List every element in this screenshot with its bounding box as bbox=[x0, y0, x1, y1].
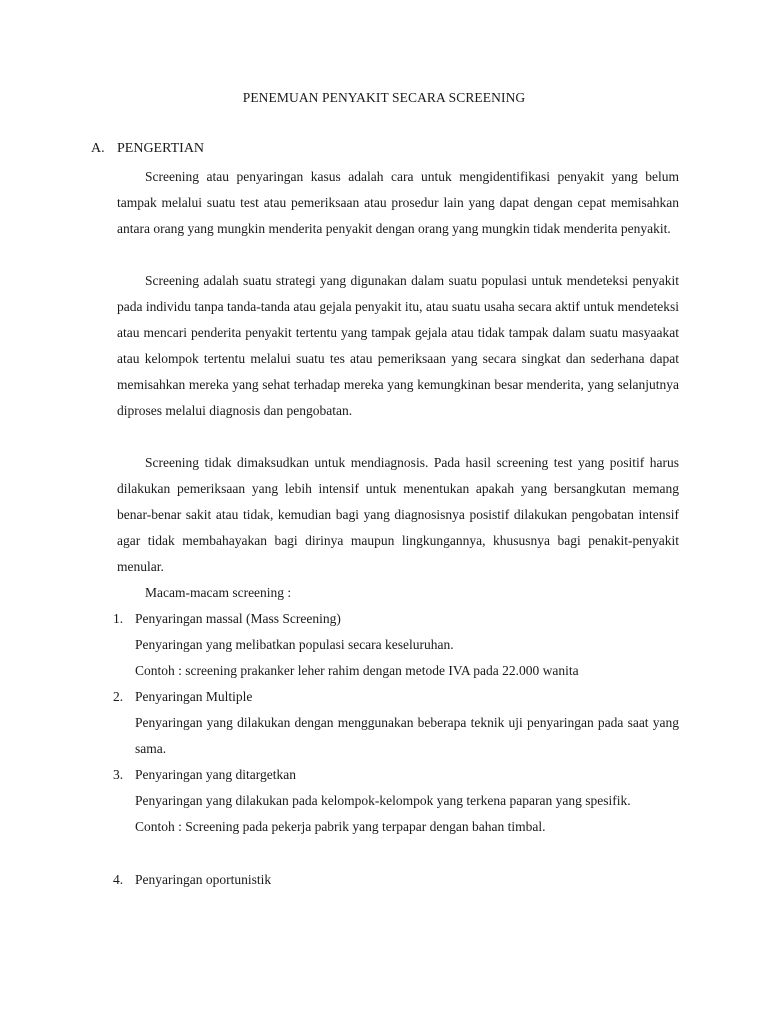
document-title: PENEMUAN PENYAKIT SECARA SCREENING bbox=[242, 90, 526, 105]
list-item-title: Penyaringan yang ditargetkan bbox=[135, 767, 296, 782]
list-item-description: Penyaringan yang dilakukan pada kelompok-kelompok yang terkena paparan yang spesifik. bbox=[135, 793, 631, 808]
paragraph-2 bbox=[117, 268, 679, 424]
list-number: 3. bbox=[113, 767, 124, 782]
section-letter: A. bbox=[91, 141, 105, 156]
section-heading bbox=[91, 141, 204, 157]
list-item-description: Penyaringan yang melibatkan populasi secara keseluruhan. bbox=[135, 637, 454, 652]
list-item-example: Contoh : screening prakanker leher rahim dengan metode IVA pada 22.000 wanita bbox=[135, 663, 579, 678]
section-heading-text: PENGERTIAN bbox=[117, 141, 205, 156]
list-number: 2. bbox=[113, 689, 124, 704]
list-number: 1. bbox=[113, 611, 124, 626]
paragraph-text: Screening tidak dimaksudkan untuk mendiagnosis. Pada hasil screening test yang positif harus dilakukan pemeriksaan yang lebih intensif untuk menentukan apakah yang bersangkutan memang benar-benar sakit atau tidak, kemudian bagi yang diagnosisnya posistif dilakukan pengobatan intensif agar tidak membahayakan bagi dirinya maupun lingkungannya, khususnya bagi penakit-penyakit menular. bbox=[117, 455, 679, 574]
screening-types-label: Macam-macam screening : bbox=[145, 585, 292, 600]
list-item-title: Penyaringan massal (Mass Screening) bbox=[135, 611, 341, 626]
paragraph-1 bbox=[117, 164, 679, 242]
list-item-example: Contoh : Screening pada pekerja pabrik yang terpapar dengan bahan timbal. bbox=[135, 819, 546, 834]
paragraph-text: Screening atau penyaringan kasus adalah cara untuk mengidentifikasi penyakit yang belum tampak melalui suatu test atau pemeriksaan atau prosedur lain yang dapat dengan cepat memisahkan antara orang yang mungkin menderita penyakit dengan orang yang mungkin tidak menderita penyakit. bbox=[117, 169, 679, 236]
list-item-4 bbox=[113, 867, 271, 893]
list-item-title: Penyaringan Multiple bbox=[135, 689, 253, 704]
list-item-3 bbox=[113, 762, 296, 788]
list-item-2 bbox=[113, 684, 252, 710]
paragraph-text: Screening adalah suatu strategi yang digunakan dalam suatu populasi untuk mendeteksi penyakit pada individu tanpa tanda-tanda atau gejala penyakit itu, atau suatu usaha secara aktif untuk mendeteksi atau mencari penderita penyakit tertentu yang tampak gejala atau tidak tampak dalam suatu masyaakat atau kelompok tertentu melalui suatu tes atau pemeriksaan yang secara singkat dan sederhana dapat memisahkan mereka yang sehat terhadap mereka yang kemungkinan besar menderita, yang selanjutnya diproses melalui diagnosis dan pengobatan. bbox=[117, 273, 679, 418]
list-item-1 bbox=[113, 606, 341, 632]
paragraph-3 bbox=[117, 450, 679, 580]
list-item-description: Penyaringan yang dilakukan dengan menggunakan beberapa teknik uji penyaringan pada saat yang sama. bbox=[135, 715, 679, 756]
list-number: 4. bbox=[113, 872, 124, 887]
list-item-title: Penyaringan oportunistik bbox=[135, 872, 272, 887]
